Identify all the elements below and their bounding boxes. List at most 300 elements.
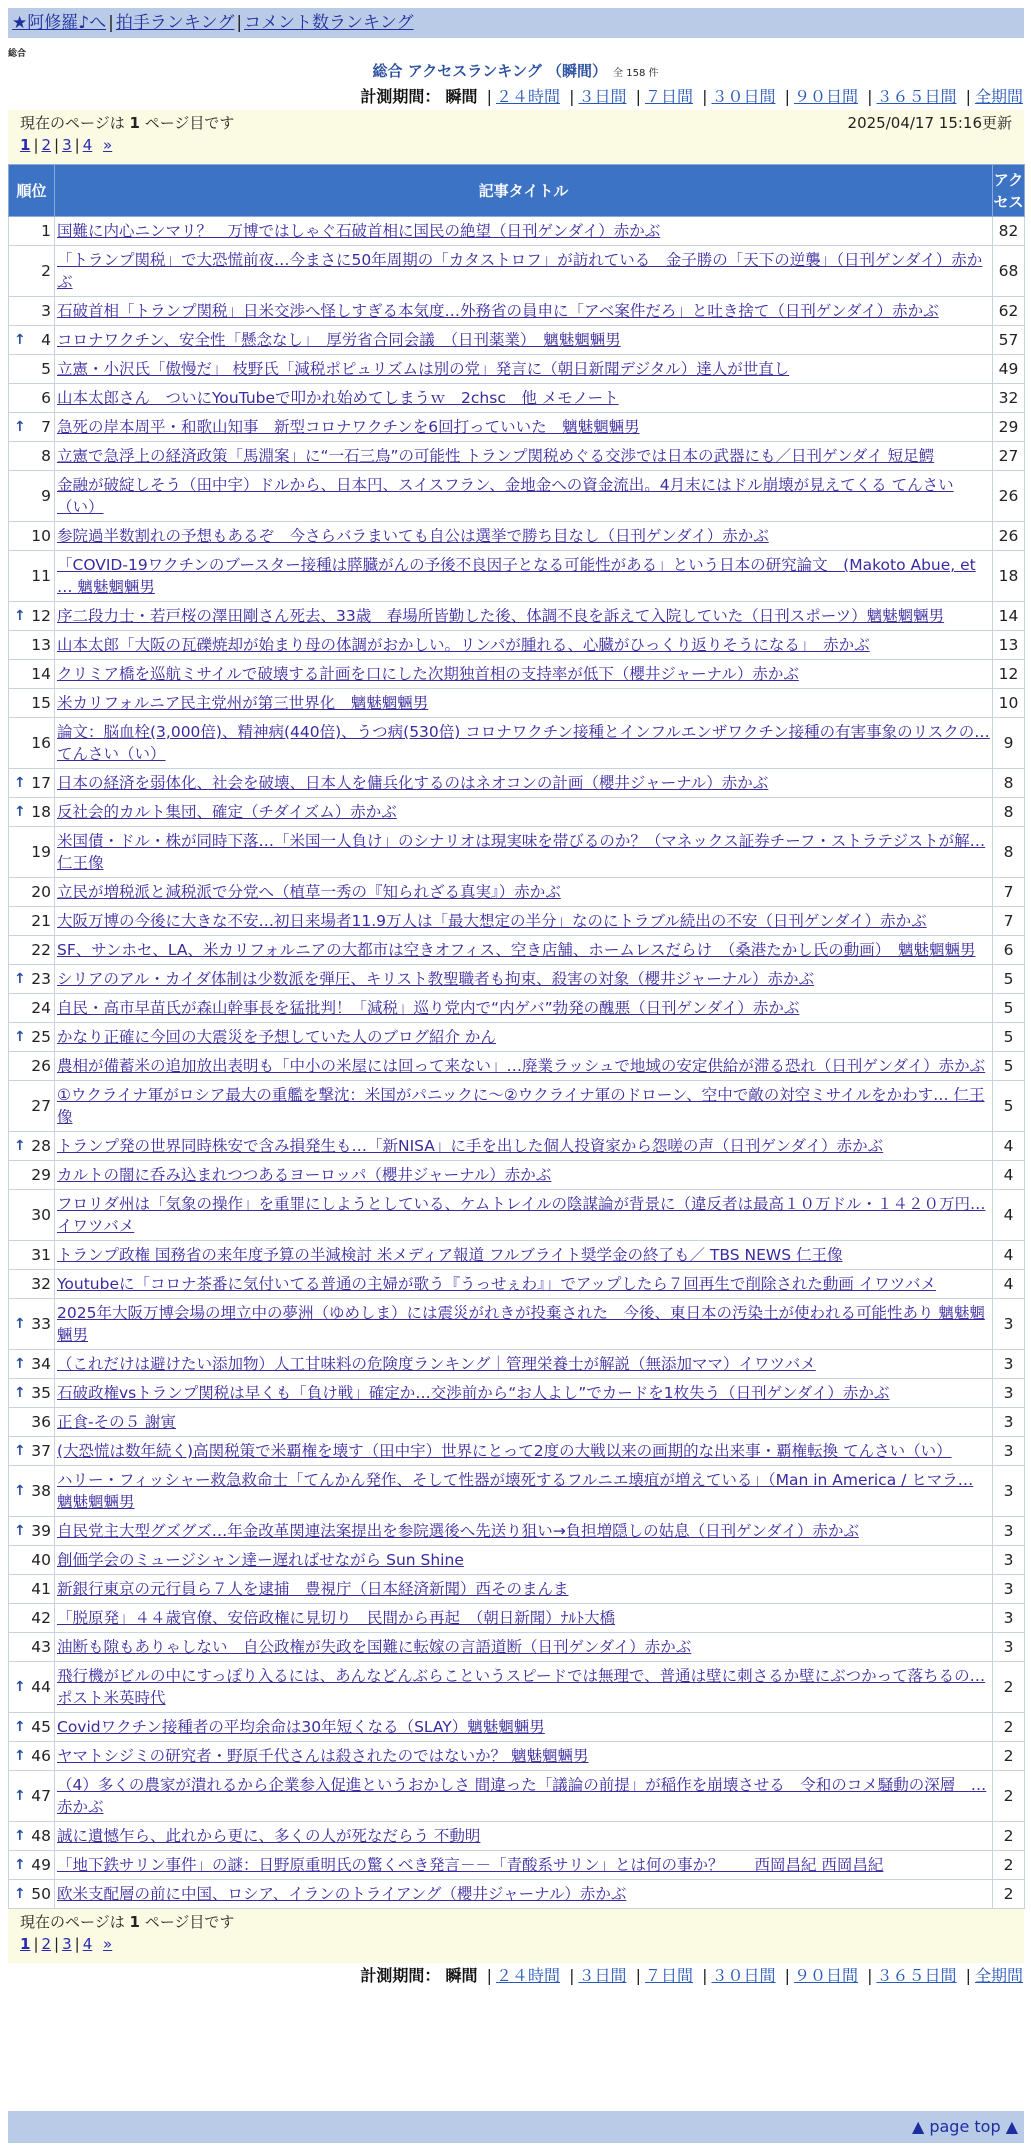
rank-cell bbox=[9, 907, 55, 936]
rank-number: 41 bbox=[31, 1580, 51, 1598]
article-title-link[interactable]: ①ウクライナ軍がロシア最大の重艦を撃沈：米国がパニックに～②ウクライナ軍のドローン、空中で敵の対空ミサイルをかわす… 仁王像 bbox=[57, 1086, 985, 1126]
rank-number: 22 bbox=[31, 941, 51, 959]
rank-cell bbox=[9, 1742, 55, 1771]
title-cell bbox=[55, 1575, 993, 1604]
rank-cell bbox=[9, 384, 55, 413]
rank-number: 50 bbox=[31, 1885, 51, 1903]
rank-up-arrow-icon: ↑ bbox=[14, 1788, 26, 1804]
title-cell bbox=[55, 217, 993, 246]
title-cell bbox=[55, 1633, 993, 1662]
title-cell bbox=[55, 1052, 993, 1081]
access-count: 62 bbox=[993, 297, 1025, 326]
article-title-link[interactable]: 「地下鉄サリン事件」の謎：日野原重明氏の驚くべき発言－－「青酸系サリン」とは何の事か？ 西岡昌紀 西岡昌紀 bbox=[57, 1856, 884, 1874]
rank-number: 1 bbox=[41, 222, 51, 240]
table-row bbox=[9, 1081, 1025, 1132]
period-selector-top: 計測期間： 瞬間 | ２４時間 | ３日間 | ７日間 | ３０日間 | ９０日間 | ３６５日間 | 全期間 bbox=[360, 87, 1023, 106]
rank-cell bbox=[9, 442, 55, 471]
access-count: 27 bbox=[993, 442, 1025, 471]
article-title-link[interactable]: 正食-その５ 謝寅 bbox=[57, 1413, 177, 1431]
access-count: 4 bbox=[993, 1270, 1025, 1299]
rank-number: 14 bbox=[31, 665, 51, 683]
article-title-link[interactable]: トランプ発の世界同時株安で含み損発生も…「新NISA」に手を出した個人投資家から怨嗟の声（日刊ゲンダイ）赤かぶ bbox=[57, 1137, 884, 1155]
page-2-link[interactable]: 2 bbox=[41, 1935, 52, 1953]
article-title-link[interactable]: 立憲で急浮上の経済政策「馬淵案」に“一石三鳥”の可能性 トランプ関税めぐる交渉では日本の武器にも／日刊ゲンダイ 短足鰐 bbox=[57, 447, 935, 465]
rank-up-arrow-icon: ↑ bbox=[14, 775, 26, 791]
period-7d-link[interactable]: ７日間 bbox=[644, 1966, 693, 1985]
title-cell bbox=[55, 1466, 993, 1517]
article-title-link[interactable]: 「COVID-19ワクチンのブースター接種は膵臓がんの予後不良因子となる可能性がある」という日本の研究論文 (Makoto Abue, et … 魑魅魍魎男 bbox=[57, 556, 976, 596]
title-cell bbox=[55, 1822, 993, 1851]
rank-cell bbox=[9, 1437, 55, 1466]
article-title-link[interactable]: Youtubeに「コロナ茶番に気付いてる普通の主婦が歌う『うっせぇわ』」でアップしたら７回再生で削除された動画 イワツバメ bbox=[57, 1275, 936, 1293]
rank-up-arrow-icon: ↑ bbox=[14, 1857, 26, 1873]
article-title-link[interactable]: ハリー・フィッシャー救急救命士「てんかん発作、そして性器が壊死するフルニエ壊疽が増えている」（Man in America / ヒマラ… 魑魅魍魎男 bbox=[57, 1471, 974, 1511]
rank-number: 25 bbox=[31, 1028, 51, 1046]
table-row bbox=[9, 246, 1025, 297]
title-cell bbox=[55, 1161, 993, 1190]
access-count: 2 bbox=[993, 1713, 1025, 1742]
article-title-link[interactable]: 自民党主大型グズグズ…年金改革関連法案提出を参院選後へ先送り狙い→負担増隠しの姑息（日刊ゲンダイ）赤かぶ bbox=[57, 1522, 859, 1540]
table-row bbox=[9, 1466, 1025, 1517]
rank-cell bbox=[9, 1052, 55, 1081]
table-row bbox=[9, 1408, 1025, 1437]
rank-up-arrow-icon: ↑ bbox=[14, 1828, 26, 1844]
page-4-link[interactable]: 4 bbox=[82, 136, 93, 154]
rank-up-arrow-icon: ↑ bbox=[14, 1138, 26, 1154]
access-count: 26 bbox=[993, 471, 1025, 522]
article-title-link[interactable]: 山本太郎「大阪の瓦礫焼却が始まり母の体調がおかしい。リンパが腫れる、心臓がひっくり返りそうになる」 赤かぶ bbox=[57, 636, 870, 654]
table-row bbox=[9, 878, 1025, 907]
rank-cell bbox=[9, 522, 55, 551]
ranking-table bbox=[8, 164, 1025, 1909]
access-count: 2 bbox=[993, 1822, 1025, 1851]
period-selector-bottom: 計測期間： 瞬間 | ２４時間 | ３日間 | ７日間 | ３０日間 | ９０日間 | ３６５日間 | 全期間 bbox=[360, 1966, 1023, 1985]
title-cell bbox=[55, 907, 993, 936]
access-count: 2 bbox=[993, 1851, 1025, 1880]
rank-cell bbox=[9, 355, 55, 384]
rank-cell bbox=[9, 1350, 55, 1379]
table-row bbox=[9, 326, 1025, 355]
rank-cell bbox=[9, 689, 55, 718]
access-count: 2 bbox=[993, 1742, 1025, 1771]
access-count: 3 bbox=[993, 1546, 1025, 1575]
rank-cell bbox=[9, 631, 55, 660]
table-row bbox=[9, 1241, 1025, 1270]
article-title-link[interactable]: シリアのアル・カイダ体制は少数派を弾圧、キリスト教聖職者も拘束、殺害の対象（櫻井ジャーナル）赤かぶ bbox=[57, 970, 815, 988]
period-label: 計測期間： bbox=[360, 87, 441, 106]
period-90d-link[interactable]: ９０日間 bbox=[793, 87, 858, 106]
table-row bbox=[9, 1575, 1025, 1604]
applause-ranking-link[interactable]: 拍手ランキング bbox=[115, 13, 235, 33]
rank-number: 12 bbox=[31, 607, 51, 625]
period-30d-link[interactable]: ３０日間 bbox=[711, 87, 776, 106]
article-title-link[interactable]: 立民が増税派と減税派で分党へ（植草一秀の『知られざる真実』）赤かぶ bbox=[57, 883, 561, 901]
page-top-link[interactable]: ▲ page top ▲ bbox=[911, 2117, 1018, 2136]
access-count: 5 bbox=[993, 1052, 1025, 1081]
rank-up-arrow-icon: ↑ bbox=[14, 1886, 26, 1902]
rank-cell bbox=[9, 297, 55, 326]
title-cell bbox=[55, 1662, 993, 1713]
title-cell bbox=[55, 1081, 993, 1132]
access-count: 3 bbox=[993, 1604, 1025, 1633]
rank-up-arrow-icon: ↑ bbox=[14, 1385, 26, 1401]
title-cell bbox=[55, 413, 993, 442]
access-count: 6 bbox=[993, 936, 1025, 965]
article-title-link[interactable]: 農相が備蓄米の追加放出表明も「中小の米屋には回って来ない」…廃業ラッシュで地域の安定供給が滞る恐れ（日刊ゲンダイ）赤かぶ bbox=[57, 1057, 986, 1075]
period-24h-link[interactable]: ２４時間 bbox=[495, 1966, 560, 1985]
current-page-text: 現在のページは 1 ページ目です bbox=[20, 114, 235, 132]
rank-cell bbox=[9, 1822, 55, 1851]
breadcrumb: 総合 bbox=[8, 49, 27, 59]
rank-number: 19 bbox=[31, 843, 51, 861]
title-cell bbox=[55, 878, 993, 907]
title-cell bbox=[55, 551, 993, 602]
article-title-link[interactable]: Covidワクチン接種者の平均余命は30年短くなる（SLAY）魑魅魍魎男 bbox=[57, 1718, 545, 1736]
rank-cell bbox=[9, 602, 55, 631]
period-24h-link[interactable]: ２４時間 bbox=[495, 87, 560, 106]
rank-number: 13 bbox=[31, 636, 51, 654]
access-count: 4 bbox=[993, 1190, 1025, 1241]
period-current: 瞬間 bbox=[445, 1966, 478, 1985]
access-count: 8 bbox=[993, 827, 1025, 878]
table-row bbox=[9, 1299, 1025, 1350]
table-row bbox=[9, 660, 1025, 689]
table-row bbox=[9, 1132, 1025, 1161]
period-7d-link[interactable]: ７日間 bbox=[644, 87, 693, 106]
rank-cell bbox=[9, 965, 55, 994]
article-title-link[interactable]: 立憲・小沢氏「傲慢だ」 枝野氏「減税ポピュリズムは別の党」発言に（朝日新聞デジタル）達人が世直し bbox=[57, 360, 790, 378]
access-count: 4 bbox=[993, 1241, 1025, 1270]
title-cell bbox=[55, 384, 993, 413]
period-current: 瞬間 bbox=[445, 87, 478, 106]
period-all-link[interactable]: 全期間 bbox=[974, 1966, 1023, 1985]
page-2-link[interactable]: 2 bbox=[41, 136, 52, 154]
period-90d-link[interactable]: ９０日間 bbox=[793, 1966, 858, 1985]
access-count: 4 bbox=[993, 1132, 1025, 1161]
next-page-link[interactable]: » bbox=[103, 136, 113, 154]
rank-cell bbox=[9, 1299, 55, 1350]
article-title-link[interactable]: カルトの闇に呑み込まれつつあるヨーロッパ（櫻井ジャーナル）赤かぶ bbox=[57, 1166, 552, 1184]
article-title-link[interactable]: 急死の岸本周平・和歌山知事 新型コロナワクチンを6回打っていいた 魑魅魍魎男 bbox=[57, 418, 640, 436]
access-count: 32 bbox=[993, 384, 1025, 413]
access-count: 3 bbox=[993, 1633, 1025, 1662]
rank-number: 46 bbox=[31, 1747, 51, 1765]
page-3-link[interactable]: 3 bbox=[62, 1935, 72, 1953]
article-title-link[interactable]: （4）多くの農家が潰れるから企業参入促進というおかしさ 間違った「議論の前提」が稲作を崩壊させる 令和のコメ騒動の深層 … 赤かぶ bbox=[57, 1776, 987, 1816]
access-count: 49 bbox=[993, 355, 1025, 384]
article-title-link[interactable]: 石破政権vsトランプ関税は早くも「負け戦」確定か…交渉前から“お人よし”でカードを1枚失う（日刊ゲンダイ）赤かぶ bbox=[57, 1384, 890, 1402]
rank-number: 29 bbox=[31, 1166, 51, 1184]
article-title-link[interactable]: 序二段力士・若戸桜の澤田剛さん死去、33歳 春場所皆勤した後、体調不良を訴えて入院していた（日刊スポーツ）魑魅魍魎男 bbox=[57, 607, 945, 625]
page-1-link[interactable]: 1 bbox=[20, 136, 31, 154]
rank-up-arrow-icon: ↑ bbox=[14, 1356, 26, 1372]
rank-number: 2 bbox=[41, 262, 51, 280]
article-title-link[interactable]: 「トランプ関税」で大恐慌前夜…今まさに50年周期の「カタストロフ」が訪れている 金子勝の「天下の逆襲」（日刊ゲンダイ）赤かぶ bbox=[57, 251, 983, 291]
page-title bbox=[0, 60, 1031, 81]
rank-cell bbox=[9, 1241, 55, 1270]
rank-number: 38 bbox=[31, 1482, 51, 1500]
col-rank-header: 順位 bbox=[9, 165, 55, 217]
rank-number: 17 bbox=[31, 774, 51, 792]
article-title-link[interactable]: 石破首相「トランプ関税」日米交渉へ怪しすぎる本気度…外務省の員申に「アベ案件だろ」と吐き捨て（日刊ゲンダイ）赤かぶ bbox=[57, 302, 939, 320]
rank-number: 31 bbox=[31, 1246, 51, 1264]
access-count: 10 bbox=[993, 689, 1025, 718]
rank-number: 3 bbox=[41, 302, 51, 320]
nav-separator: | bbox=[108, 13, 114, 33]
article-title-link[interactable]: クリミア橋を巡航ミサイルで破壊する計画を口にした次期独首相の支持率が低下（櫻井ジャーナル）赤かぶ bbox=[57, 665, 799, 683]
rank-number: 8 bbox=[41, 447, 51, 465]
table-row bbox=[9, 355, 1025, 384]
rank-number: 40 bbox=[31, 1551, 51, 1569]
page-title-text: 総合 アクセスランキング （瞬間） bbox=[372, 62, 608, 80]
rank-number: 6 bbox=[41, 389, 51, 407]
updated-timestamp: 2025/04/17 15:16更新 bbox=[847, 114, 1012, 132]
rank-cell bbox=[9, 878, 55, 907]
title-cell bbox=[55, 602, 993, 631]
title-cell bbox=[55, 442, 993, 471]
table-row bbox=[9, 827, 1025, 878]
rank-up-arrow-icon: ↑ bbox=[14, 332, 26, 348]
title-cell bbox=[55, 1132, 993, 1161]
period-label: 計測期間： bbox=[360, 1966, 441, 1985]
rank-cell bbox=[9, 936, 55, 965]
article-title-link[interactable]: 創価学会のミュージシャン達ー遅ればせながら Sun Shine bbox=[57, 1551, 464, 1569]
rank-cell bbox=[9, 1379, 55, 1408]
article-title-link[interactable]: かなり正確に今回の大震災を予想していた人のブログ紹介 かん bbox=[57, 1028, 496, 1046]
page-1-link[interactable]: 1 bbox=[20, 1935, 31, 1953]
rank-cell bbox=[9, 246, 55, 297]
access-count: 5 bbox=[993, 965, 1025, 994]
rank-number: 47 bbox=[31, 1787, 51, 1805]
table-row bbox=[9, 1742, 1025, 1771]
title-cell bbox=[55, 246, 993, 297]
rank-number: 26 bbox=[31, 1057, 51, 1075]
rank-cell bbox=[9, 1604, 55, 1633]
table-row bbox=[9, 1052, 1025, 1081]
table-row bbox=[9, 1822, 1025, 1851]
rank-cell bbox=[9, 660, 55, 689]
title-cell bbox=[55, 660, 993, 689]
table-row bbox=[9, 1662, 1025, 1713]
table-row bbox=[9, 1517, 1025, 1546]
table-row bbox=[9, 907, 1025, 936]
title-cell bbox=[55, 1851, 993, 1880]
col-title-header: 記事タイトル bbox=[55, 165, 993, 217]
rank-up-arrow-icon: ↑ bbox=[14, 1523, 26, 1539]
rank-cell bbox=[9, 1161, 55, 1190]
rank-number: 35 bbox=[31, 1384, 51, 1402]
table-row bbox=[9, 217, 1025, 246]
access-count: 3 bbox=[993, 1575, 1025, 1604]
article-title-link[interactable]: 自民・高市早苗氏が森山幹事長を猛批判！「減税」巡り党内で“内ゲバ”勃発の醜悪（日刊ゲンダイ）赤かぶ bbox=[57, 999, 800, 1017]
title-cell bbox=[55, 631, 993, 660]
rank-number: 10 bbox=[31, 527, 51, 545]
access-count: 4 bbox=[993, 1161, 1025, 1190]
period-3d-link[interactable]: ３日間 bbox=[578, 1966, 627, 1985]
table-row bbox=[9, 384, 1025, 413]
rank-up-arrow-icon: ↑ bbox=[14, 1679, 26, 1695]
article-title-link[interactable]: 油断も隙もありゃしない 自公政権が失政を国難に転嫁の言語道断（日刊ゲンダイ）赤かぶ bbox=[57, 1638, 692, 1656]
article-title-link[interactable]: 日本の経済を弱体化、社会を破壊、日本人を傭兵化するのはネオコンの計画（櫻井ジャーナル）赤かぶ bbox=[57, 774, 769, 792]
title-cell bbox=[55, 1546, 993, 1575]
access-count: 3 bbox=[993, 1379, 1025, 1408]
period-all-link[interactable]: 全期間 bbox=[974, 87, 1023, 106]
article-title-link[interactable]: 山本太郎さん ついにYouTubeで叩かれ始めてしまうｗ 2chsc 他 メモノート bbox=[57, 389, 619, 407]
access-count: 13 bbox=[993, 631, 1025, 660]
article-title-link[interactable]: 国難に内心ニンマリ？ 万博ではしゃぐ石破首相に国民の絶望（日刊ゲンダイ）赤かぶ bbox=[57, 222, 661, 240]
access-count: 3 bbox=[993, 1299, 1025, 1350]
table-row bbox=[9, 1190, 1025, 1241]
access-count: 5 bbox=[993, 994, 1025, 1023]
rank-number: 44 bbox=[31, 1678, 51, 1696]
rank-up-arrow-icon: ↑ bbox=[14, 608, 26, 624]
rank-cell bbox=[9, 1851, 55, 1880]
article-title-link[interactable]: 欧米支配層の前に中国、ロシア、イランのトライアング（櫻井ジャーナル）赤かぶ bbox=[57, 1885, 627, 1903]
rank-cell bbox=[9, 798, 55, 827]
rank-up-arrow-icon: ↑ bbox=[14, 1483, 26, 1499]
title-cell bbox=[55, 798, 993, 827]
table-row bbox=[9, 1379, 1025, 1408]
article-title-link[interactable]: 飛行機がビルの中にすっぽり入るには、あんなどんぶらこというスピードでは無理で、普通は壁に刺さるか壁にぶつかって落ちるの… ポスト米英時代 bbox=[57, 1667, 986, 1707]
title-cell bbox=[55, 1350, 993, 1379]
article-title-link[interactable]: 反社会的カルト集団、確定（チダイズム）赤かぶ bbox=[57, 803, 397, 821]
table-row bbox=[9, 1771, 1025, 1822]
article-title-link[interactable]: 金融が破綻しそう（田中宇）ドルから、日本円、スイスフラン、金地金への資金流出。4月末にはドル崩壊が見えてくる てんさい（い） bbox=[57, 476, 954, 516]
table-row bbox=[9, 1880, 1025, 1909]
rank-cell bbox=[9, 769, 55, 798]
article-title-link[interactable]: 論文：脳血栓(3,000倍)、精神病(440倍)、うつ病(530倍) コロナワクチン接種とインフルエンザワクチン接種の有害事象のリスクの… てんさい（い） bbox=[57, 723, 990, 763]
page-info-bottom bbox=[8, 1909, 1024, 1963]
article-title-link[interactable]: SF、サンホセ、LA、米カリフォルニアの大都市は空きオフィス、空き店舗、ホームレスだらけ （桑港たかし氏の動画） 魑魅魍魎男 bbox=[57, 941, 976, 959]
table-row bbox=[9, 522, 1025, 551]
title-cell bbox=[55, 1713, 993, 1742]
table-row bbox=[9, 798, 1025, 827]
table-row bbox=[9, 689, 1025, 718]
rank-cell bbox=[9, 1466, 55, 1517]
article-title-link[interactable]: フロリダ州は「気象の操作」を重罪にしようとしている、ケムトレイルの陰謀論が背景に（違反者は最高１０万ドル・１４２０万円… イワツバメ bbox=[57, 1195, 986, 1235]
nav-separator: | bbox=[236, 13, 243, 33]
rank-cell bbox=[9, 827, 55, 878]
access-count: 5 bbox=[993, 1081, 1025, 1132]
article-title-link[interactable]: 米カリフォルニア民主党州が第三世界化 魑魅魍魎男 bbox=[57, 694, 429, 712]
article-title-link[interactable]: トランプ政権 国務省の来年度予算の半減検討 米メディア報道 フルブライト奨学金の終了も／ TBS NEWS 仁王像 bbox=[57, 1246, 843, 1264]
next-page-link[interactable]: » bbox=[103, 1935, 113, 1953]
table-row bbox=[9, 1851, 1025, 1880]
access-count: 68 bbox=[993, 246, 1025, 297]
rank-cell bbox=[9, 1575, 55, 1604]
table-row bbox=[9, 297, 1025, 326]
pager-top: 1 | 2 | 3 | 4 » bbox=[20, 136, 113, 154]
period-365d-link[interactable]: ３６５日間 bbox=[876, 1966, 957, 1985]
rank-cell bbox=[9, 1662, 55, 1713]
article-title-link[interactable]: 大阪万博の今後に大きな不安…初日来場者11.9万人は「最大想定の半分」なのにトラブル続出の不安（日刊ゲンダイ）赤かぶ bbox=[57, 912, 927, 930]
rank-cell bbox=[9, 1132, 55, 1161]
comment-ranking-link[interactable]: コメント数ランキング bbox=[244, 13, 414, 33]
article-title-link[interactable]: 2025年大阪万博会場の埋立中の夢洲（ゆめしま）には震災がれきが投棄された 今後、東日本の汚染土が使われる可能性あり 魑魅魍魎男 bbox=[57, 1304, 985, 1344]
title-cell bbox=[55, 1241, 993, 1270]
rank-cell bbox=[9, 1880, 55, 1909]
title-cell bbox=[55, 471, 993, 522]
title-cell bbox=[55, 1880, 993, 1909]
period-30d-link[interactable]: ３０日間 bbox=[711, 1966, 776, 1985]
article-title-link[interactable]: 「脱原発」４４歳官僚、安倍政権に見切り 民間から再起 （朝日新聞）ﾅﾙﾄ大橋 bbox=[57, 1609, 616, 1627]
rank-number: 4 bbox=[41, 331, 51, 349]
access-count: 2 bbox=[993, 1662, 1025, 1713]
title-cell bbox=[55, 1437, 993, 1466]
title-cell bbox=[55, 827, 993, 878]
rank-cell bbox=[9, 718, 55, 769]
rank-number: 5 bbox=[41, 360, 51, 378]
period-365d-link[interactable]: ３６５日間 bbox=[876, 87, 957, 106]
article-title-link[interactable]: コロナワクチン、安全性「懸念なし」 厚労省合同会議 （日刊薬業） 魑魅魍魎男 bbox=[57, 331, 621, 349]
access-count: 3 bbox=[993, 1350, 1025, 1379]
table-row bbox=[9, 1604, 1025, 1633]
page-4-link[interactable]: 4 bbox=[82, 1935, 93, 1953]
rank-cell bbox=[9, 413, 55, 442]
table-row bbox=[9, 769, 1025, 798]
title-cell bbox=[55, 936, 993, 965]
period-3d-link[interactable]: ３日間 bbox=[578, 87, 627, 106]
article-title-link[interactable]: (大恐慌は数年続く)高関税策で米覇権を壊す（田中宇）世界にとって2度の大戦以来の画期的な出来事・覇権転換 てんさい（い） bbox=[57, 1442, 952, 1460]
rank-cell bbox=[9, 326, 55, 355]
home-link[interactable]: ★阿修羅♪へ bbox=[12, 13, 107, 33]
access-count: 9 bbox=[993, 718, 1025, 769]
access-count: 8 bbox=[993, 798, 1025, 827]
title-cell bbox=[55, 297, 993, 326]
rank-number: 32 bbox=[31, 1275, 51, 1293]
rank-cell bbox=[9, 217, 55, 246]
access-count: 3 bbox=[993, 1437, 1025, 1466]
rank-cell bbox=[9, 994, 55, 1023]
current-page-text: 現在のページは 1 ページ目です bbox=[20, 1913, 235, 1931]
access-count: 3 bbox=[993, 1466, 1025, 1517]
table-row bbox=[9, 1437, 1025, 1466]
rank-up-arrow-icon: ↑ bbox=[14, 1316, 26, 1332]
title-cell bbox=[55, 994, 993, 1023]
article-title-link[interactable]: ヤマトシジミの研究者・野原千代さんは殺されたのではないか？ 魑魅魍魎男 bbox=[57, 1747, 589, 1765]
rank-cell bbox=[9, 1633, 55, 1662]
rank-number: 37 bbox=[31, 1442, 51, 1460]
table-row bbox=[9, 442, 1025, 471]
rank-up-arrow-icon: ↑ bbox=[14, 971, 26, 987]
article-title-link[interactable]: 米国債・ドル・株が同時下落…「米国一人負け」のシナリオは現実味を帯びるのか？（マネックス証券チーフ・ストラテジストが解… 仁王像 bbox=[57, 832, 986, 872]
total-count: 全 158 件 bbox=[613, 68, 659, 79]
title-cell bbox=[55, 1517, 993, 1546]
rank-number: 34 bbox=[31, 1355, 51, 1373]
page-3-link[interactable]: 3 bbox=[62, 136, 72, 154]
rank-number: 15 bbox=[31, 694, 51, 712]
access-count: 29 bbox=[993, 413, 1025, 442]
ranking-rows bbox=[9, 217, 1025, 1909]
rank-number: 43 bbox=[31, 1638, 51, 1656]
access-count: 3 bbox=[993, 1517, 1025, 1546]
title-cell bbox=[55, 1023, 993, 1052]
table-row bbox=[9, 936, 1025, 965]
article-title-link[interactable]: 誠に遺憾乍ら、此れから更に、多くの人が死なだらう 不動明 bbox=[57, 1827, 481, 1845]
table-row bbox=[9, 1713, 1025, 1742]
col-access-header: アクセス bbox=[993, 165, 1025, 217]
article-title-link[interactable]: 参院過半数割れの予想もあるぞ 今さらバラまいても自公は選挙で勝ち目なし（日刊ゲンダイ）赤かぶ bbox=[57, 527, 769, 545]
table-row bbox=[9, 1270, 1025, 1299]
article-title-link[interactable]: （これだけは避けたい添加物）人工甘味料の危険度ランキング｜管理栄養士が解説（無添加ママ）イワツバメ bbox=[57, 1355, 816, 1373]
table-row bbox=[9, 551, 1025, 602]
top-nav-bar bbox=[8, 8, 1024, 38]
table-row bbox=[9, 1161, 1025, 1190]
rank-up-arrow-icon: ↑ bbox=[14, 1443, 26, 1459]
article-title-link[interactable]: 新銀行東京の元行員ら７人を逮捕 豊視庁（日本経済新聞）西そのまんま bbox=[57, 1580, 569, 1598]
rank-number: 30 bbox=[31, 1206, 51, 1224]
title-cell bbox=[55, 1408, 993, 1437]
